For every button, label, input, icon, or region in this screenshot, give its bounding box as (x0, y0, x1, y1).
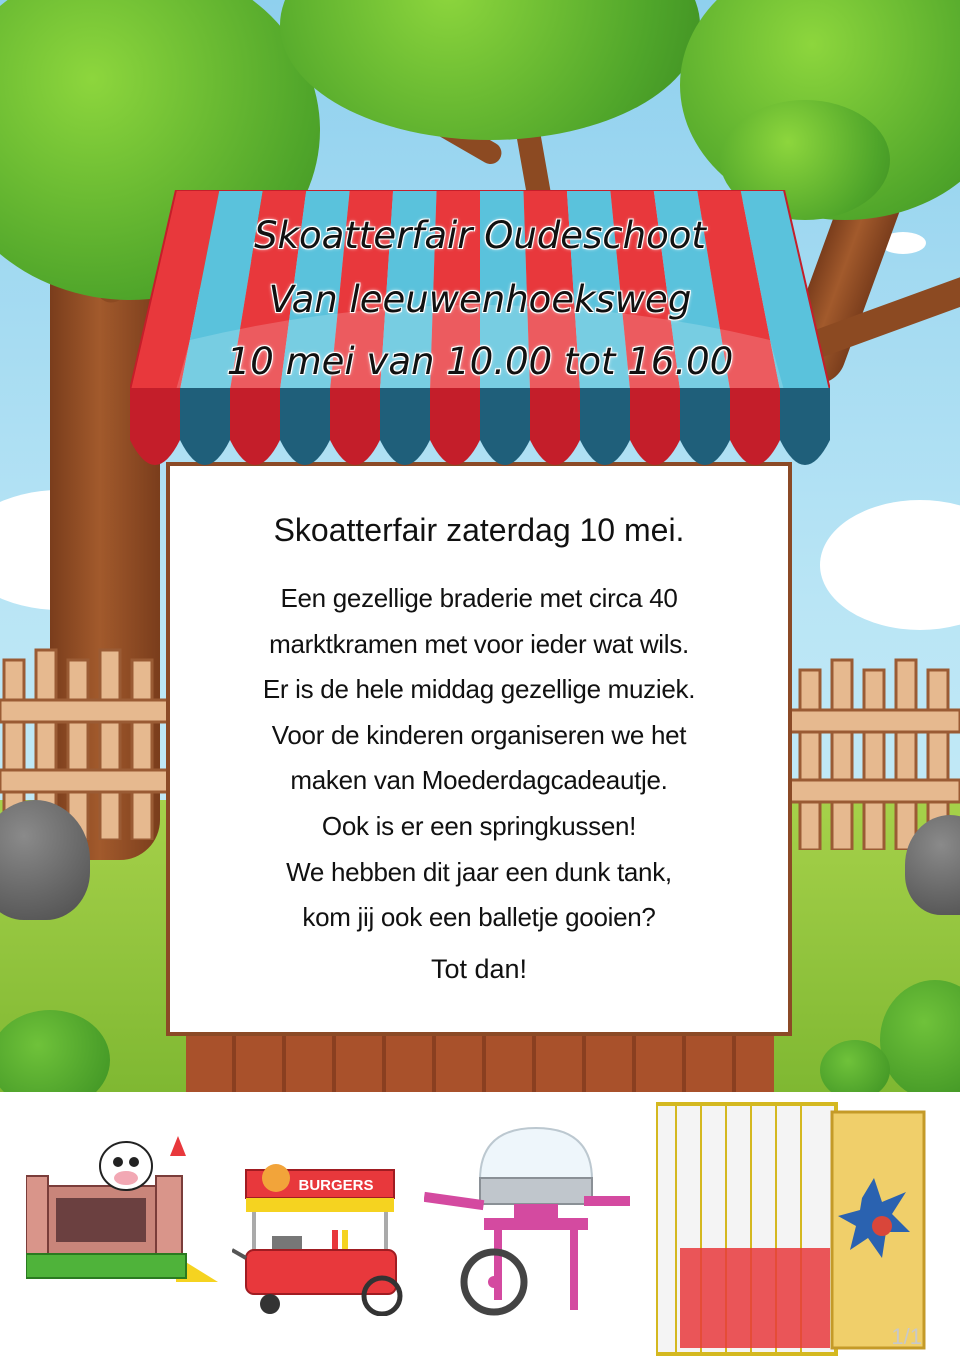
awning-title-line-2: Van leeuwenhoeksweg (268, 278, 692, 321)
awning-scallop (180, 388, 230, 465)
awning-scallop (630, 388, 680, 465)
dunk-tank-icon (656, 1098, 928, 1356)
board-body-line: Er is de hele middag gezellige muziek. (262, 674, 696, 705)
board-body-line: kom jij ook een balletje gooien? (302, 902, 656, 933)
awning-scallop (130, 388, 180, 465)
awning-scallop (480, 388, 530, 465)
awning-scallop (730, 388, 780, 465)
awning-scallop (530, 388, 580, 465)
burger-cart-sign: BURGERS (298, 1177, 374, 1194)
awning-scallop (230, 388, 280, 465)
bush-right-small (820, 1040, 890, 1100)
board-body-line: marktkramen met voor ieder wat wils. (269, 628, 689, 659)
board-body-line: Een gezellige braderie met circa 40 (280, 583, 678, 613)
board-body-line: maken van Moederdagcadeautje. (290, 765, 668, 796)
page-indicator: 1/1 (891, 1324, 922, 1349)
awning-scallop (430, 388, 480, 465)
board-body-line: Voor de kinderen organiseren we het (271, 719, 687, 750)
awning-scallop (280, 388, 330, 465)
awning-scallop (330, 388, 380, 465)
awning-title-line-1: Skoatterfair Oudeschoot (254, 214, 706, 257)
board-body-line: We hebben dit jaar een dunk tank, (286, 856, 672, 887)
cotton-candy-cart-icon (424, 1120, 630, 1320)
awning-scallop (580, 388, 630, 465)
awning-scallop (380, 388, 430, 465)
board-body (166, 576, 792, 941)
awning-scallop (680, 388, 730, 465)
burger-cart-icon (232, 1160, 406, 1316)
stall-counter (186, 1036, 774, 1092)
board-heading: Skoatterfair zaterdag 10 mei. (273, 512, 685, 548)
board-closing: Tot dan! (430, 954, 528, 984)
awning-title-line-3: 10 mei van 10.00 tot 16.00 (226, 340, 734, 383)
bouncy-castle-icon (26, 1136, 222, 1286)
awning-scallop (780, 388, 830, 465)
board-body-line: Ook is er een springkussen! (321, 810, 637, 841)
